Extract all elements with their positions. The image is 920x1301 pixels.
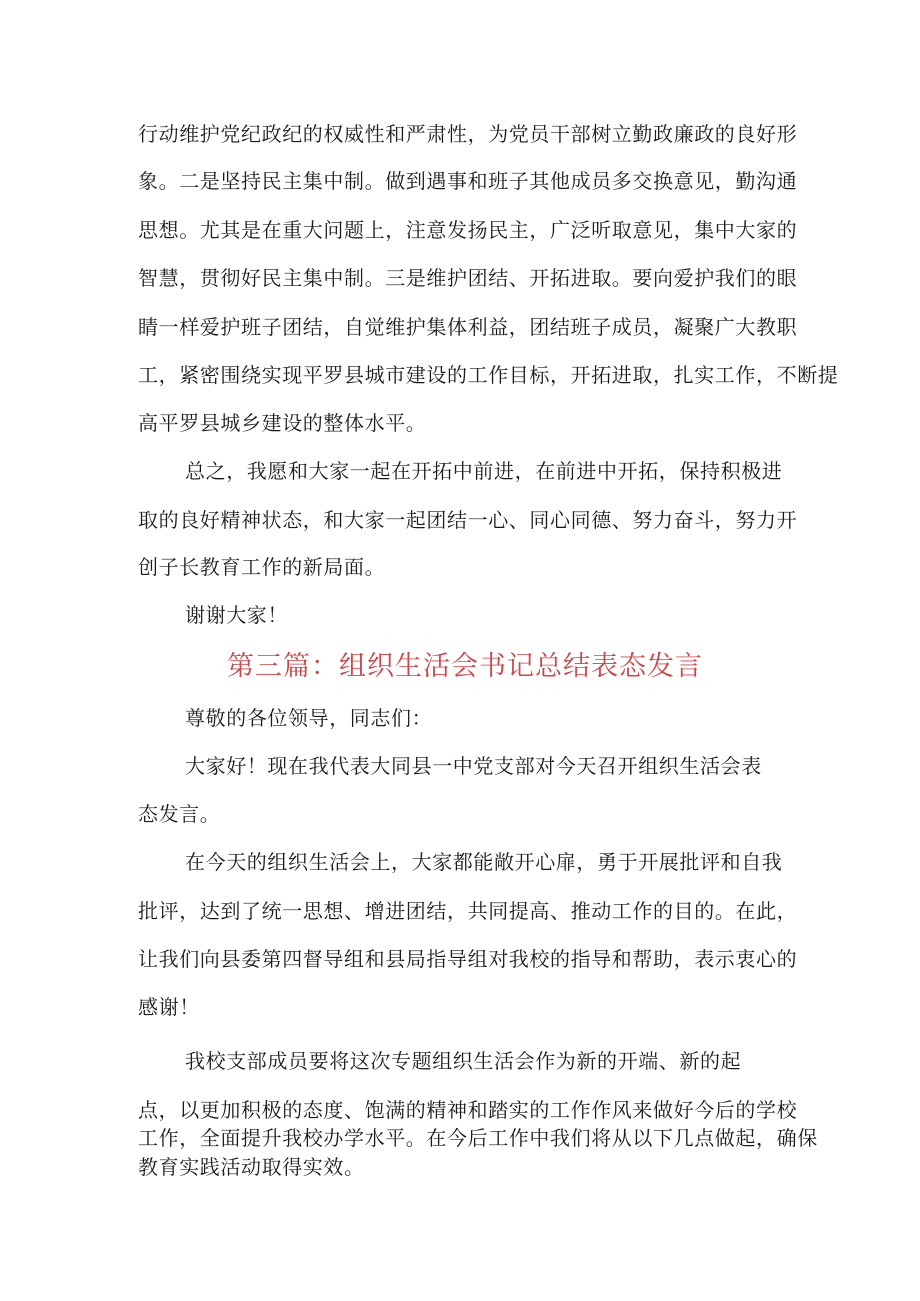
para1-line-2: 象。二是坚持民主集中制。做到遇事和班子其他成员多交换意见，勤沟通 [138,169,798,193]
section-title: 第三篇：组织生活会书记总结表态发言 [227,651,703,682]
greeting-line: 尊敬的各位领导，同志们： [185,706,433,730]
para2-line-2: 取的良好精神状态，和大家一起团结一心、同心同德、努力奋斗，努力开 [138,508,798,532]
para4-line-2: 批评，达到了统一思想、增进团结，共同提高、推动工作的目的。在此， [138,899,798,923]
para5-line-1: 我校支部成员要将这次专题组织生活会作为新的开端、新的起 [185,1049,742,1073]
para1-line-6: 工，紧密围绕实现平罗县城市建设的工作目标，开拓进取，扎实工作，不断提 [138,363,839,387]
para3-line-2: 态发言。 [138,802,221,826]
para4-line-1: 在今天的组织生活会上，大家都能敞开心扉，勇于开展批评和自我 [185,850,783,874]
para5-line-3: 工作，全面提升我校办学水平。在今后工作中我们将从以下几点做起，确保 [138,1126,818,1150]
para4-line-4: 感谢！ [138,995,200,1019]
para4-line-3: 让我们向县委第四督导组和县局指导组对我校的指导和帮助，表示衷心的 [138,947,798,971]
para2-line-3: 创子长教育工作的新局面。 [138,555,386,579]
para3-line-1: 大家好！现在我代表大同县一中党支部对今天召开组织生活会表 [185,754,762,778]
para1-line-1: 行动维护党纪政纪的权威性和严肃性，为党员干部树立勤政廉政的良好形 [138,122,798,146]
para1-line-4: 智慧，贯彻好民主集中制。三是维护团结、开拓进取。要向爱护我们的眼 [138,266,798,290]
para2-line-1: 总之，我愿和大家一起在开拓中前进，在前进中开拓，保持积极进 [185,459,783,483]
para1-line-3: 思想。尤其是在重大问题上，注意发扬民主，广泛听取意见，集中大家的 [138,218,798,242]
para5-line-2: 点，以更加积极的态度、饱满的精神和踏实的工作作风来做好今后的学校 [138,1098,798,1122]
para1-line-5: 睛一样爱护班子团结，自觉维护集体利益，团结班子成员，凝聚广大教职 [138,315,798,339]
thanks-line: 谢谢大家！ [185,603,288,627]
para1-line-7: 高平罗县城乡建设的整体水平。 [138,411,427,435]
para5-line-4: 教育实践活动取得实效。 [138,1155,365,1179]
